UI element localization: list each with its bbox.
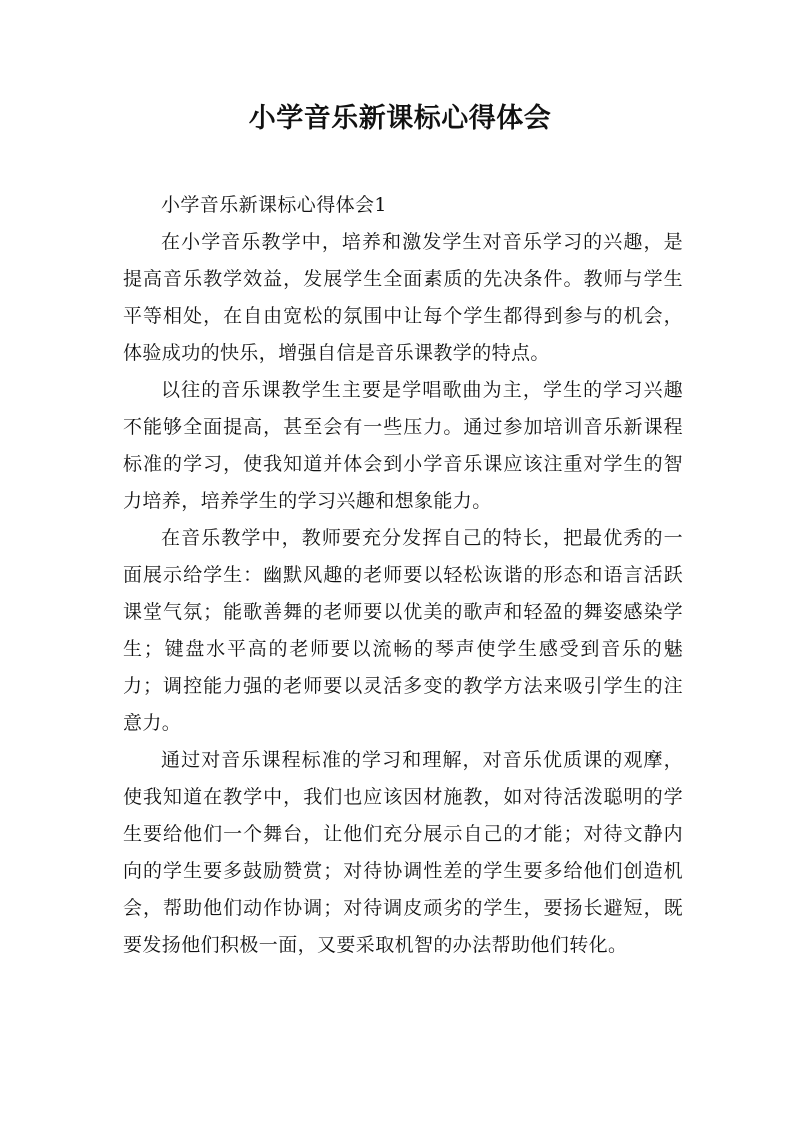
paragraph-4: 通过对音乐课程标准的学习和理解，对音乐优质课的观摩，使我知道在教学中，我们也应该因材施教，如对待活泼聪明的学生要给他们一个舞台，让他们充分展示自己的才能；对待文静内向的学生要多鼓励赞赏；对待协调性差的学生要多给他们创造机会，帮助他们动作协调；对待调皮顽劣的学生，要扬长避短，既要发扬他们积极一面，又要采取机智的办法帮助他们转化。 [123,749,683,956]
document-title: 小学音乐新课标心得体会 [248,103,552,134]
paragraph-1: 在小学音乐教学中，培养和激发学生对音乐学习的兴趣，是提高音乐教学效益，发展学生全面素质的先决条件。教师与学生平等相处，在自由宽松的氛围中让每个学生都得到参与的机会，体验成功的快乐，增强自信是音乐课教学的特点。 [123,231,683,364]
document-body [123,187,683,964]
section-heading: 小学音乐新课标心得体会1 [161,194,387,216]
paragraph-2: 以往的音乐课教学生主要是学唱歌曲为主，学生的学习兴趣不能够全面提高，甚至会有一些压力。通过参加培训音乐新课程标准的学习，使我知道并体会到小学音乐课应该注重对学生的智力培养，培养学生的学习兴趣和想象能力。 [123,379,683,512]
paragraph-3: 在音乐教学中，教师要充分发挥自己的特长，把最优秀的一面展示给学生：幽默风趣的老师要以轻松诙谐的形态和语言活跃课堂气氛；能歌善舞的老师要以优美的歌声和轻盈的舞姿感染学生；键盘水平高的老师要以流畅的琴声使学生感受到音乐的魅力；调控能力强的老师要以灵活多变的教学方法来吸引学生的注意力。 [123,527,683,734]
